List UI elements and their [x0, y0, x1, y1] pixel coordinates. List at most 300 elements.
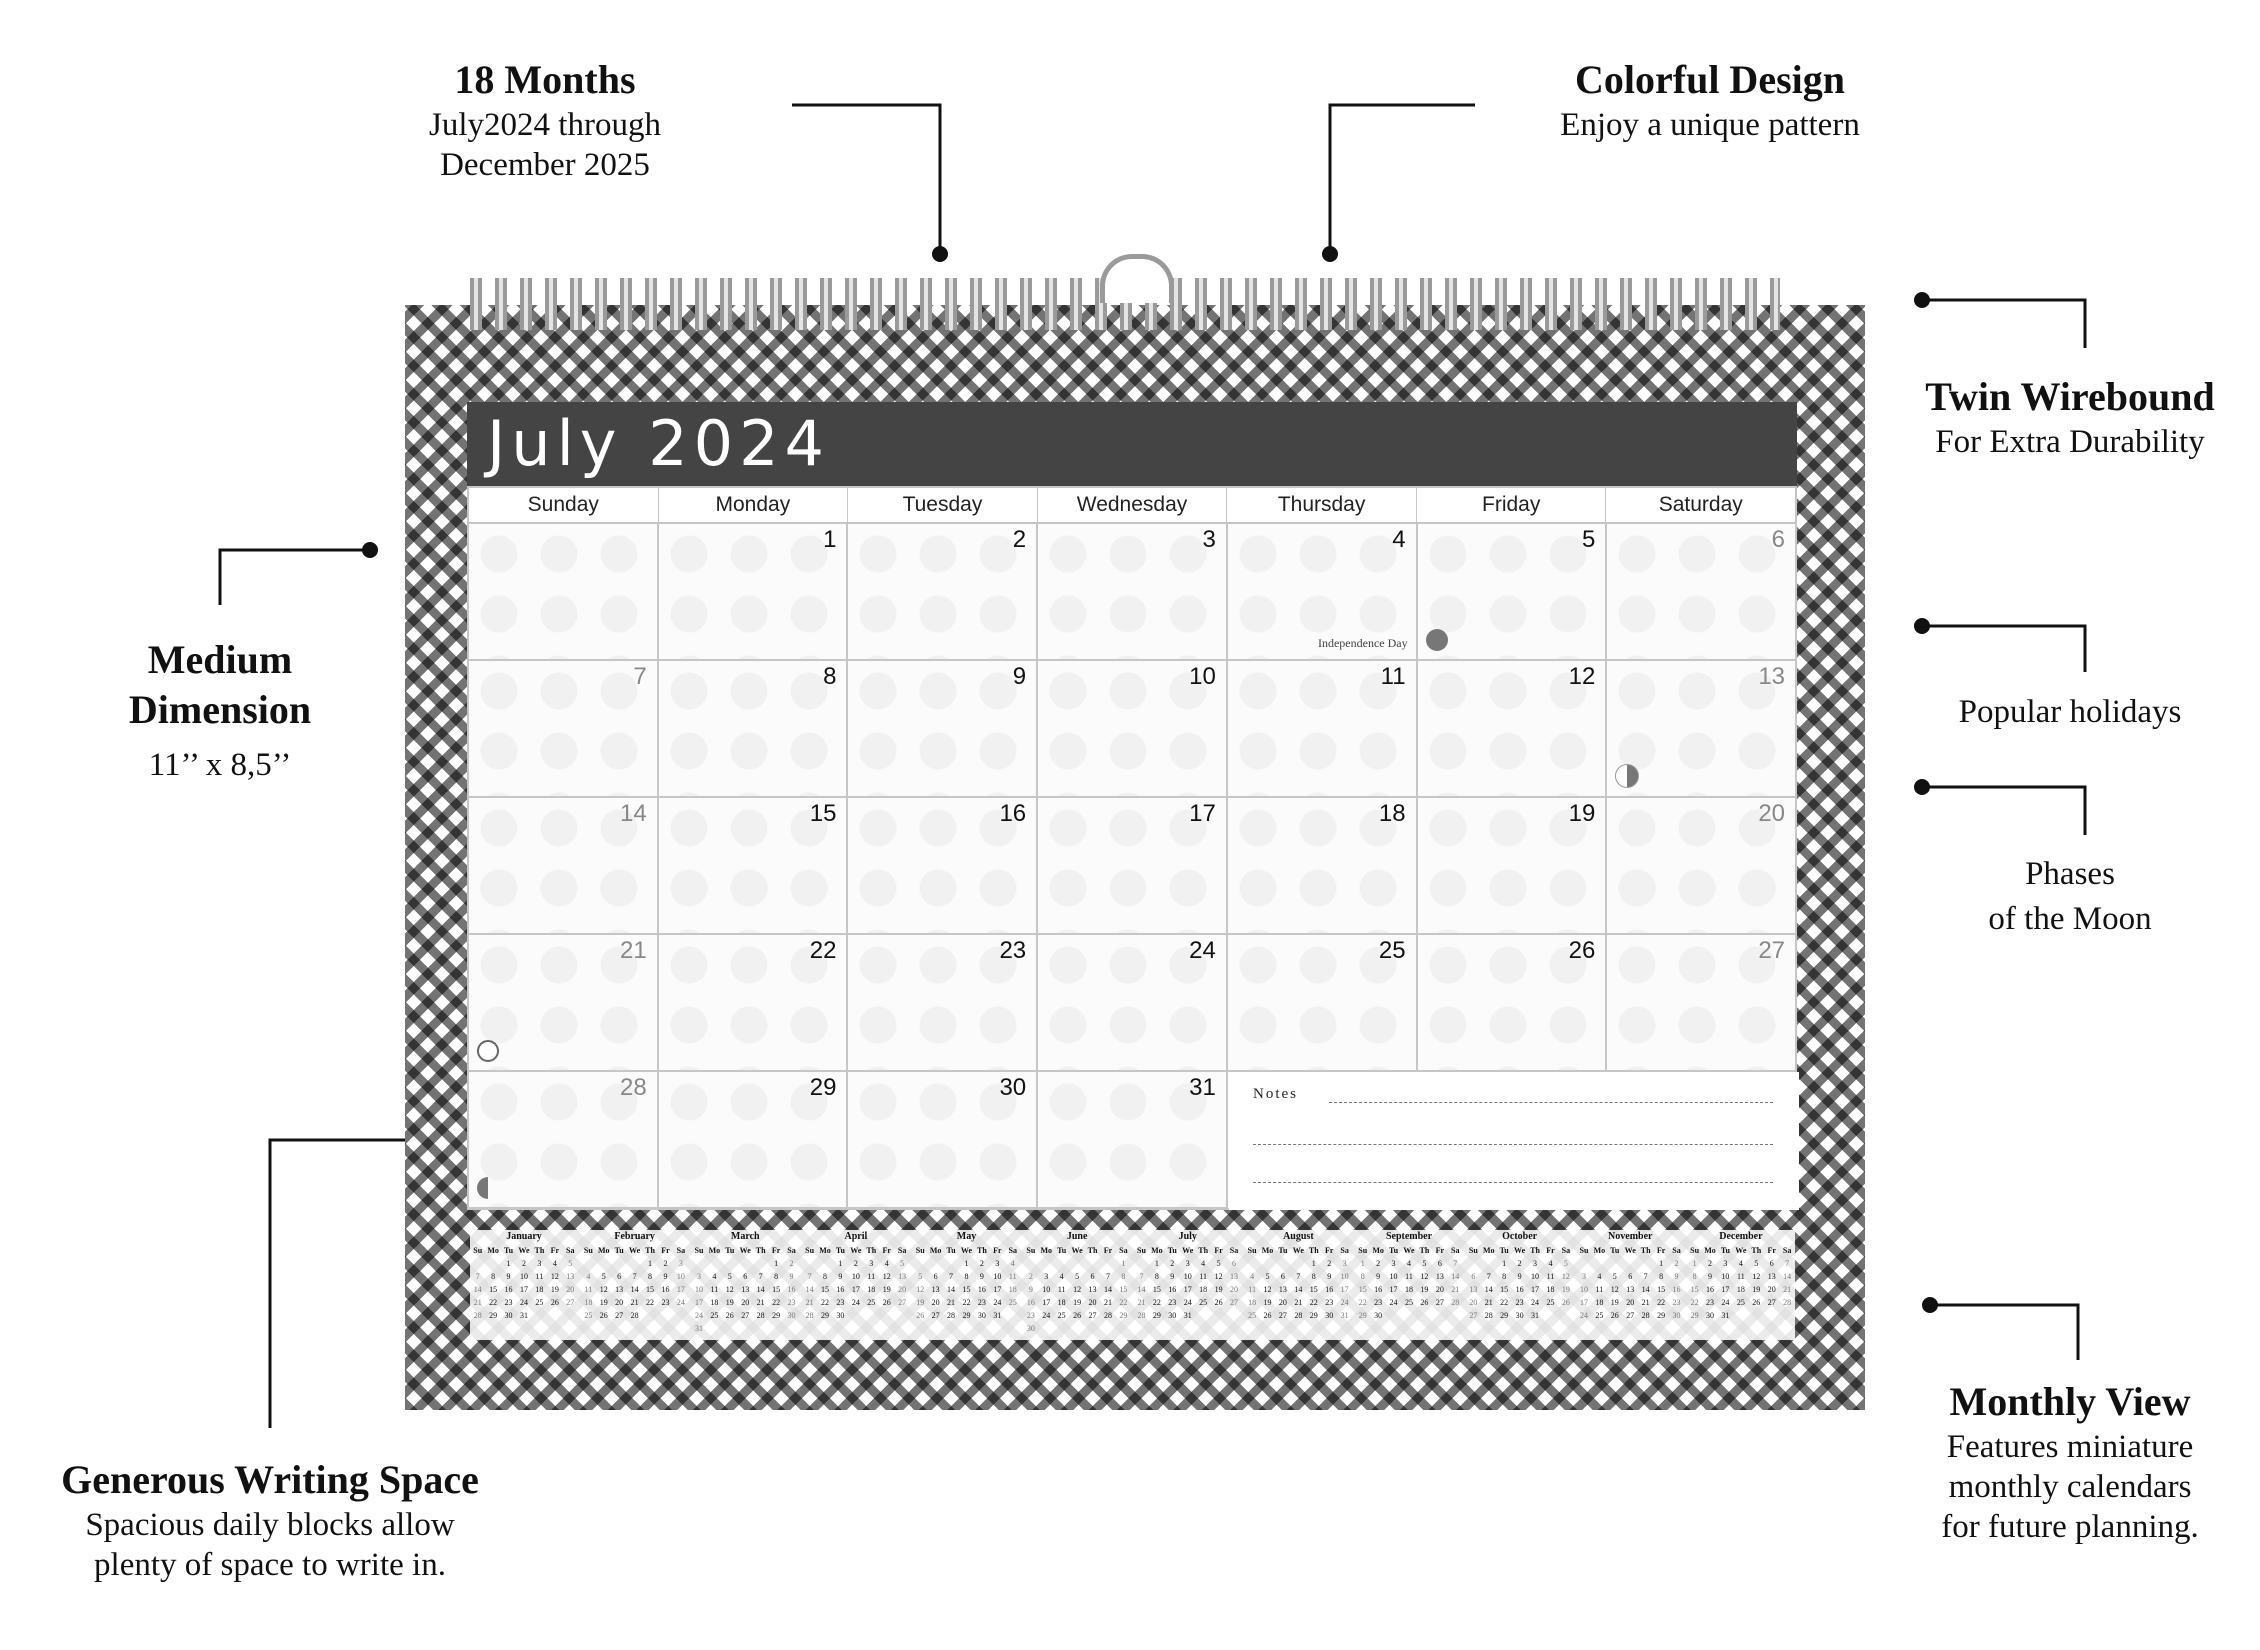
mini-weekday-row — [802, 1244, 910, 1257]
callout-text: monthly calendars — [1948, 1469, 2192, 1505]
mini-day: 14 — [756, 1285, 765, 1294]
mini-weekday-label: Su — [1358, 1246, 1368, 1255]
mini-day: 27 — [566, 1298, 575, 1307]
mini-day: 5 — [1422, 1259, 1427, 1268]
day-cell[interactable] — [659, 661, 849, 798]
mini-weekday-label: Tu — [835, 1246, 845, 1255]
mini-day: 9 — [1327, 1272, 1332, 1281]
mini-day: 27 — [741, 1311, 750, 1320]
mini-week-row — [1355, 1257, 1463, 1270]
notes-line — [1253, 1182, 1773, 1183]
mini-day: 21 — [1783, 1285, 1792, 1294]
mini-calendar-month: January — [506, 1231, 542, 1242]
mini-calendar-month: February — [614, 1231, 655, 1242]
mini-day — [1260, 1257, 1275, 1270]
day-number: 21 — [620, 937, 647, 964]
day-number: 11 — [1380, 663, 1406, 690]
mini-week-row — [1023, 1283, 1131, 1296]
mini-weekday-label: Fr — [882, 1246, 891, 1255]
month-title: July 2024 — [487, 407, 830, 480]
mini-day: 29 — [1657, 1311, 1666, 1320]
mini-week-row — [691, 1322, 799, 1335]
notes-area[interactable] — [1229, 1072, 1799, 1210]
day-cell[interactable] — [1228, 798, 1418, 935]
day-cell[interactable] — [1418, 524, 1608, 661]
mini-weekday-label: We — [518, 1246, 530, 1255]
mini-day: 23 — [1706, 1298, 1714, 1307]
mini-day: 8 — [1502, 1272, 1507, 1281]
mini-weekday-row — [1687, 1244, 1795, 1257]
mini-day — [753, 1257, 768, 1270]
day-cell[interactable] — [1607, 661, 1795, 798]
mini-day: 23 — [1374, 1298, 1383, 1307]
mini-day: 29 — [1358, 1311, 1367, 1320]
mini-day: 2 — [1376, 1259, 1381, 1268]
notes-line — [1329, 1102, 1773, 1103]
mini-day: 2 — [521, 1259, 526, 1268]
mini-day: 8 — [1121, 1272, 1126, 1281]
mini-day: 6 — [1471, 1272, 1476, 1281]
mini-day: 20 — [898, 1285, 907, 1294]
mini-day: 14 — [1484, 1285, 1493, 1294]
mini-day: 6 — [1090, 1272, 1095, 1281]
mini-day: 20 — [566, 1285, 575, 1294]
day-cell[interactable] — [659, 524, 849, 661]
day-cell[interactable] — [1038, 798, 1228, 935]
mini-day: 2 — [853, 1259, 858, 1268]
day-number: 23 — [999, 937, 1027, 964]
mini-week-row — [802, 1309, 910, 1322]
mini-weekday-label: Sa — [1119, 1246, 1128, 1255]
mini-day: 15 — [772, 1285, 781, 1294]
mini-week-row — [1466, 1283, 1574, 1296]
mini-weekday-label: Fr — [1324, 1246, 1334, 1255]
mini-day: 12 — [1610, 1285, 1619, 1294]
day-cell[interactable] — [1228, 524, 1418, 661]
mini-day: 22 — [1657, 1298, 1666, 1307]
mini-week-row — [1355, 1283, 1463, 1296]
mini-day: 11 — [1546, 1272, 1555, 1281]
mini-day — [581, 1257, 596, 1270]
mini-day: 24 — [519, 1298, 528, 1307]
mini-day: 7 — [949, 1272, 954, 1281]
mini-day: 26 — [1561, 1298, 1570, 1307]
mini-weekday-row — [691, 1244, 799, 1257]
mini-weekday-label: Mo — [1704, 1246, 1716, 1255]
mini-day: 31 — [993, 1311, 1002, 1320]
mini-day: 25 — [1404, 1298, 1413, 1307]
mini-day — [928, 1257, 943, 1270]
day-cell[interactable] — [469, 935, 659, 1072]
mini-day: 10 — [851, 1272, 860, 1281]
mini-weekday-label: Sa — [566, 1246, 575, 1255]
day-cell[interactable] — [848, 524, 1038, 661]
mini-day — [1607, 1257, 1622, 1270]
day-cell[interactable] — [1607, 935, 1795, 1072]
mini-day: 10 — [1579, 1285, 1588, 1294]
mini-calendar-month: May — [956, 1231, 977, 1242]
mini-weekday-label: We — [1182, 1246, 1194, 1255]
mini-weekday-label: Th — [755, 1246, 766, 1255]
mini-calendar-month: October — [1502, 1231, 1538, 1242]
mini-day: 7 — [758, 1272, 763, 1281]
mini-day: 16 — [1325, 1285, 1334, 1294]
mini-day: 10 — [1389, 1272, 1398, 1281]
day-cell[interactable] — [848, 661, 1038, 798]
mini-weekday-label: Su — [1247, 1246, 1257, 1255]
mini-calendar — [1355, 1230, 1463, 1340]
mini-day: 30 — [1672, 1311, 1681, 1320]
mini-day: 27 — [898, 1298, 907, 1307]
callout-medium-dimension — [60, 635, 380, 785]
mini-day: 11 — [1248, 1285, 1256, 1294]
day-cell[interactable] — [1418, 935, 1608, 1072]
day-number: 10 — [1189, 663, 1216, 690]
mini-day: 19 — [1214, 1285, 1223, 1294]
day-number: 18 — [1378, 800, 1406, 827]
callout-title: Monthly View — [1949, 1379, 2191, 1424]
mini-day: 18 — [584, 1298, 593, 1307]
day-cell[interactable] — [848, 798, 1038, 935]
mini-day: 2 — [1028, 1272, 1033, 1281]
mini-day: 25 — [1736, 1298, 1745, 1307]
mini-day: 6 — [933, 1272, 938, 1281]
callout-twin-wirebound — [1885, 372, 2255, 462]
mini-day: 31 — [1183, 1311, 1192, 1320]
mini-day: 5 — [900, 1259, 905, 1268]
mini-weekday-label: Mo — [1261, 1246, 1274, 1255]
mini-day: 8 — [823, 1272, 827, 1281]
mini-day: 15 — [1309, 1285, 1318, 1294]
mini-day: 7 — [1139, 1272, 1144, 1281]
day-cell[interactable] — [469, 661, 659, 798]
day-cell[interactable] — [1607, 524, 1795, 661]
mini-day: 5 — [1612, 1272, 1617, 1281]
mini-day: 28 — [1103, 1311, 1112, 1320]
day-cell[interactable] — [1038, 935, 1228, 1072]
mini-day: 13 — [566, 1272, 575, 1281]
mini-day — [1226, 1309, 1241, 1322]
mini-day: 27 — [1435, 1298, 1444, 1307]
weekday-label: Thursday — [1227, 488, 1417, 524]
mini-week-row — [1023, 1257, 1131, 1270]
day-cell[interactable] — [1228, 661, 1418, 798]
mini-day — [470, 1257, 485, 1270]
moon-leader — [1922, 787, 2085, 835]
mini-week-row — [802, 1296, 910, 1309]
mini-day: 8 — [491, 1272, 496, 1281]
callout-text: plenty of space to write in. — [94, 1547, 446, 1583]
mini-calendar-month: July — [1178, 1231, 1197, 1242]
mini-week-row — [470, 1283, 578, 1296]
mini-day: 14 — [805, 1285, 814, 1294]
mini-day: 30 — [787, 1311, 796, 1320]
mini-day: 29 — [1500, 1311, 1509, 1320]
mini-week-row — [470, 1257, 578, 1270]
mini-day: 2 — [789, 1259, 794, 1268]
mini-day: 3 — [1044, 1272, 1049, 1281]
mini-week-row — [802, 1283, 910, 1296]
mini-day: 6 — [1769, 1259, 1774, 1268]
mini-week-row — [1244, 1283, 1352, 1296]
mini-day: 21 — [1484, 1298, 1493, 1307]
mini-day: 17 — [1183, 1285, 1192, 1294]
mini-day: 30 — [1374, 1311, 1383, 1320]
mini-day — [817, 1257, 832, 1270]
mini-day: 31 — [694, 1324, 703, 1333]
day-number: 26 — [1568, 937, 1596, 964]
mini-week-row — [1355, 1309, 1463, 1322]
mini-weekday-label: Th — [645, 1246, 655, 1255]
mini-day — [1448, 1309, 1463, 1322]
mini-day — [673, 1309, 688, 1322]
mini-day: 26 — [550, 1298, 559, 1307]
mini-day — [1085, 1322, 1100, 1335]
mini-day: 24 — [851, 1298, 860, 1307]
mini-day: 26 — [1263, 1311, 1272, 1320]
mini-day: 28 — [1137, 1311, 1146, 1320]
day-number: 5 — [1581, 526, 1596, 553]
weekday-header-row — [469, 488, 1795, 524]
mini-day — [753, 1322, 768, 1335]
callout-text: Popular holidays — [1958, 694, 2182, 730]
mini-weekday-label: We — [629, 1246, 641, 1255]
day-cell[interactable] — [1418, 798, 1608, 935]
mini-day: 1 — [1502, 1259, 1507, 1268]
mini-week-row — [1023, 1270, 1131, 1283]
mini-day: 4 — [1406, 1259, 1411, 1268]
mini-day: 1 — [1311, 1259, 1316, 1268]
mini-weekday-label: Tu — [1278, 1246, 1288, 1255]
mini-day — [1417, 1309, 1432, 1322]
day-cell[interactable] — [848, 935, 1038, 1072]
mini-day: 27 — [615, 1311, 624, 1320]
mini-day — [1069, 1257, 1084, 1270]
mini-weekday-label: Th — [534, 1246, 545, 1255]
mini-day: 21 — [1137, 1298, 1146, 1307]
day-cell[interactable] — [469, 524, 659, 661]
mini-week-row — [691, 1270, 799, 1283]
mini-week-row — [1576, 1309, 1684, 1322]
mini-day: 6 — [1437, 1259, 1442, 1268]
mini-day: 27 — [1229, 1298, 1238, 1307]
mini-day: 21 — [630, 1298, 639, 1307]
day-number: 4 — [1392, 526, 1406, 553]
mini-weekday-label: Tu — [1720, 1246, 1730, 1255]
mini-week-row — [470, 1309, 578, 1322]
mini-day: 22 — [1690, 1298, 1699, 1307]
mini-day: 10 — [1042, 1285, 1051, 1294]
mini-day — [532, 1309, 547, 1322]
weekday-label: Saturday — [1606, 488, 1795, 524]
weekday-label: Wednesday — [1038, 488, 1228, 524]
mini-day: 22 — [1358, 1298, 1367, 1307]
mini-weekday-label: Sa — [1451, 1246, 1460, 1255]
mini-day: 25 — [1546, 1298, 1555, 1307]
mini-day: 31 — [1340, 1311, 1349, 1320]
mini-week-row — [581, 1283, 689, 1296]
mini-weekday-row — [1244, 1244, 1352, 1257]
mini-day — [1592, 1257, 1607, 1270]
mini-day: 11 — [1405, 1272, 1413, 1281]
mini-day: 31 — [1721, 1311, 1730, 1320]
mini-weekday-label: Su — [1690, 1246, 1700, 1255]
mini-weekday-label: Sa — [897, 1246, 907, 1255]
mini-day: 26 — [725, 1311, 734, 1320]
mini-week-row — [1244, 1270, 1352, 1283]
mini-week-row — [1134, 1296, 1242, 1309]
mini-day: 14 — [1783, 1272, 1792, 1281]
day-cell[interactable] — [469, 798, 659, 935]
mini-day: 18 — [1736, 1285, 1745, 1294]
mini-weekday-label: Sa — [1008, 1246, 1017, 1255]
mini-day: 4 — [1250, 1272, 1255, 1281]
mini-weekday-label: Fr — [1214, 1246, 1223, 1255]
mini-day: 28 — [1451, 1298, 1460, 1307]
mini-day: 16 — [1026, 1298, 1035, 1307]
callout-text: of the Moon — [1988, 901, 2152, 937]
callout-text: July2024 through — [429, 107, 661, 143]
mini-weekday-label: Mo — [1151, 1246, 1163, 1255]
mini-day: 21 — [473, 1298, 482, 1307]
mini-day: 24 — [1579, 1311, 1588, 1320]
mini-day: 11 — [1057, 1285, 1066, 1294]
mini-day: 26 — [1420, 1298, 1429, 1307]
mini-day: 28 — [756, 1311, 765, 1320]
mini-day — [1211, 1309, 1226, 1322]
mini-day: 9 — [1376, 1272, 1381, 1281]
mini-day: 14 — [1451, 1272, 1460, 1281]
day-number: 15 — [809, 800, 837, 827]
mini-day: 14 — [947, 1285, 956, 1294]
mini-day: 5 — [1754, 1259, 1759, 1268]
notes-label: Notes — [1253, 1086, 1298, 1102]
mini-week-row — [1134, 1257, 1242, 1270]
mini-weekday-row — [470, 1244, 578, 1257]
mini-calendar-month: March — [730, 1231, 760, 1242]
day-number: 27 — [1758, 937, 1786, 964]
day-cell[interactable] — [659, 798, 849, 935]
mini-day — [913, 1257, 928, 1270]
mini-week-row — [1466, 1270, 1574, 1283]
mini-week-row — [913, 1309, 1021, 1322]
weekday-label: Tuesday — [848, 488, 1038, 524]
mini-day — [1005, 1309, 1020, 1322]
mini-weekday-row — [1134, 1244, 1242, 1257]
monthly-leader — [1930, 1305, 2078, 1360]
mini-day — [1116, 1322, 1131, 1335]
mini-day: 17 — [1721, 1285, 1730, 1294]
day-cell[interactable] — [848, 1072, 1038, 1209]
day-cell[interactable] — [659, 935, 849, 1072]
mini-weekday-label: Th — [1198, 1246, 1209, 1255]
mini-day: 8 — [1692, 1272, 1697, 1281]
mini-week-row — [1023, 1309, 1131, 1322]
mini-day: 23 — [1325, 1298, 1334, 1307]
mini-day: 22 — [646, 1298, 655, 1307]
mini-day — [864, 1309, 879, 1322]
mini-day: 5 — [568, 1259, 573, 1268]
mini-weekday-label: Tu — [1610, 1246, 1620, 1255]
mini-day: 13 — [1088, 1285, 1097, 1294]
mini-week-row — [1687, 1257, 1795, 1270]
callout-text: December 2025 — [440, 147, 650, 183]
mini-day: 23 — [1168, 1298, 1177, 1307]
day-cell[interactable] — [1038, 524, 1228, 661]
mini-day: 22 — [1119, 1298, 1128, 1307]
mini-day: 16 — [1168, 1285, 1177, 1294]
mini-week-row — [1134, 1309, 1242, 1322]
mini-day: 13 — [615, 1285, 624, 1294]
mini-day — [563, 1309, 578, 1322]
mini-weekday-label: Tu — [504, 1246, 514, 1255]
mini-day: 24 — [1531, 1298, 1540, 1307]
day-cell[interactable] — [1038, 661, 1228, 798]
holidays-leader — [1922, 626, 2085, 672]
mini-day: 25 — [584, 1311, 593, 1320]
mini-day: 16 — [787, 1285, 796, 1294]
day-cell[interactable] — [469, 1072, 659, 1209]
callout-text: Spacious daily blocks allow — [85, 1507, 455, 1543]
day-cell[interactable] — [659, 1072, 849, 1209]
mini-day: 19 — [1752, 1285, 1761, 1294]
mini-day: 18 — [867, 1285, 876, 1294]
mini-day: 13 — [741, 1285, 750, 1294]
day-number: 30 — [999, 1074, 1027, 1101]
callout-text: for future planning. — [1941, 1509, 2199, 1545]
mini-weekday-label: Tu — [1499, 1246, 1509, 1255]
mini-day: 20 — [1767, 1285, 1776, 1294]
mini-weekday-label: Th — [1751, 1246, 1762, 1255]
mini-day: 14 — [1103, 1285, 1112, 1294]
mini-week-row — [1244, 1257, 1352, 1270]
mini-day: 28 — [630, 1311, 639, 1320]
callout-text: Phases — [2025, 856, 2115, 892]
mini-weekday-label: Th — [1087, 1246, 1098, 1255]
mini-day: 9 — [838, 1272, 843, 1281]
day-cell[interactable] — [1418, 661, 1608, 798]
mini-day: 23 — [836, 1298, 845, 1307]
mini-day: 15 — [489, 1285, 498, 1294]
day-number: 7 — [633, 663, 647, 690]
mini-day: 27 — [1767, 1298, 1776, 1307]
mini-week-row — [913, 1283, 1021, 1296]
weekday-label: Sunday — [469, 488, 659, 524]
day-cell[interactable] — [1038, 1072, 1228, 1209]
mini-day: 1 — [774, 1259, 779, 1268]
mini-day: 5 — [1563, 1259, 1568, 1268]
callout-title: Generous Writing Space — [61, 1457, 479, 1502]
mini-day: 10 — [694, 1285, 703, 1294]
mini-day — [1054, 1322, 1069, 1335]
mini-weekday-label: Sa — [1340, 1246, 1349, 1255]
day-cell[interactable] — [1228, 935, 1418, 1072]
day-cell[interactable] — [1607, 798, 1795, 935]
day-number: 9 — [1012, 663, 1027, 690]
mini-day: 13 — [1469, 1285, 1478, 1294]
mini-day: 2 — [1170, 1259, 1175, 1268]
mini-weekday-label: Th — [1308, 1246, 1319, 1255]
mini-week-row — [1355, 1270, 1463, 1283]
mini-day: 5 — [918, 1272, 923, 1281]
mini-day: 7 — [1453, 1259, 1458, 1268]
mini-day: 27 — [931, 1311, 940, 1320]
mini-day — [707, 1322, 722, 1335]
callout-text: Enjoy a unique pattern — [1560, 107, 1860, 143]
mini-weekday-label: Mo — [929, 1246, 942, 1255]
mini-day — [1244, 1257, 1259, 1270]
mini-day: 9 — [506, 1272, 511, 1281]
